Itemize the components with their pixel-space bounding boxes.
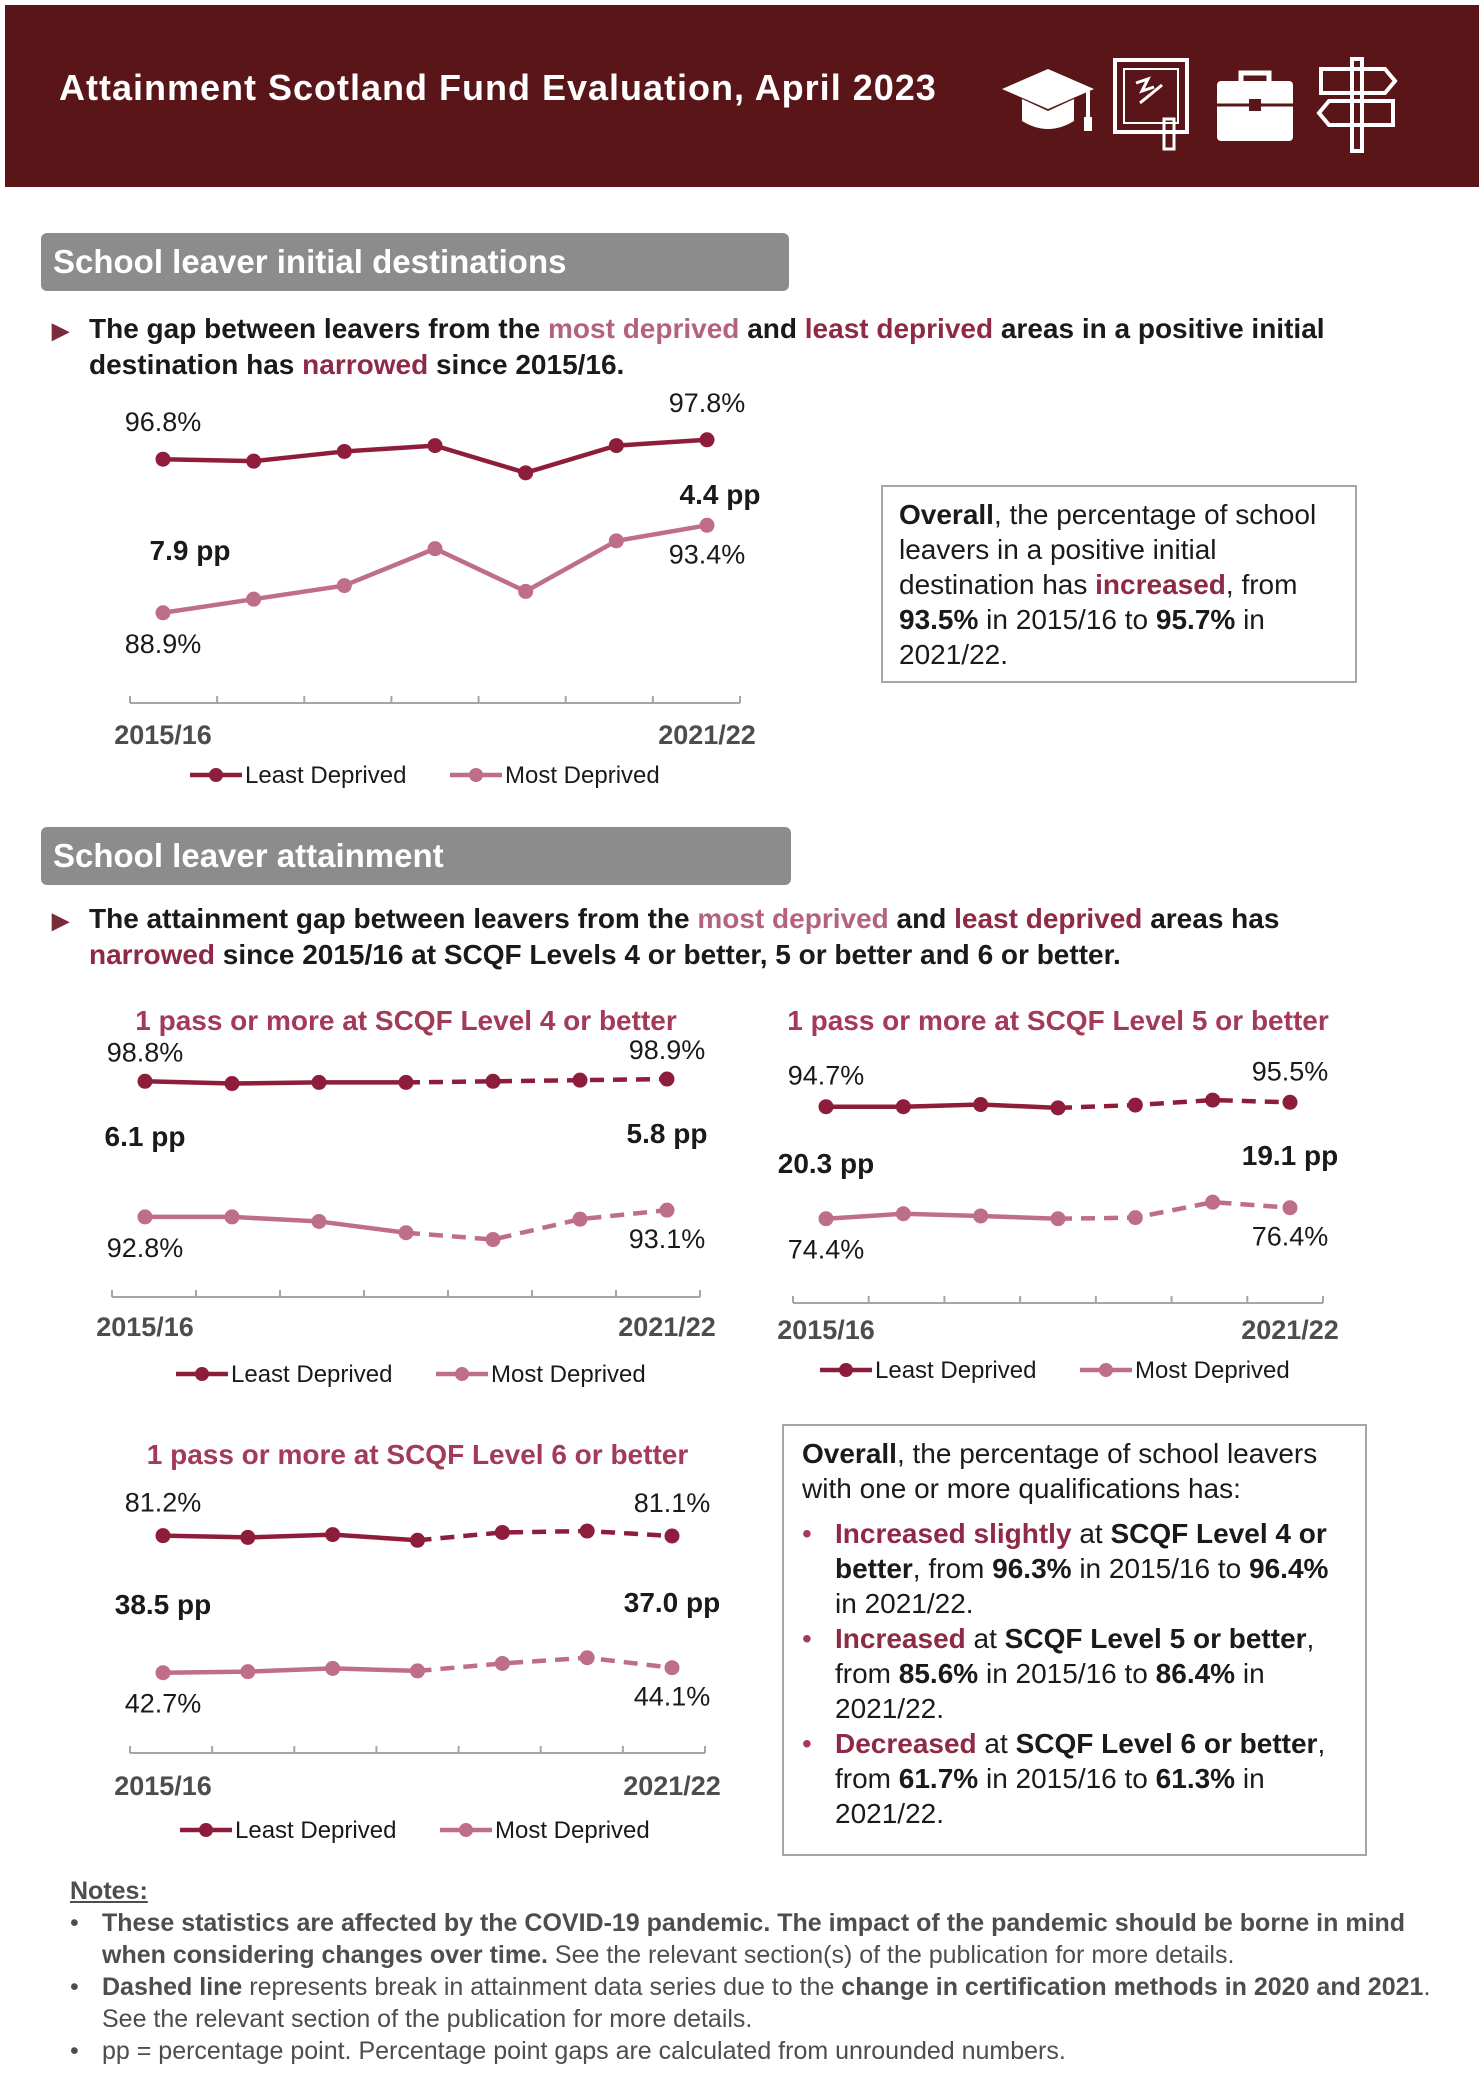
section-heading-destinations: School leaver initial destinations [41, 233, 789, 291]
note-item: • Dashed line represents break in attainment data series due to the change in certification methods in 2020 and 2021. See the relevant section of the publication for more details. [70, 1973, 1431, 2033]
most-deprived-line [163, 525, 707, 612]
least-deprived-legend-marker [839, 1363, 853, 1377]
least-deprived-point [240, 1530, 255, 1545]
chart-title: 1 pass or more at SCQF Level 6 or better [146, 1439, 689, 1470]
least-deprived-point [1051, 1100, 1066, 1115]
least-deprived-legend-marker [199, 1823, 213, 1837]
least-deprived-point [609, 438, 624, 453]
most-deprived-point [896, 1206, 911, 1221]
least-deprived-point [518, 465, 533, 480]
most-deprived-end-label: 44.1% [633, 1681, 711, 1712]
page-title: Attainment Scotland Fund Evaluation, April 2023 [59, 67, 937, 108]
most-deprived-point [410, 1663, 425, 1678]
x-tick-label: 2021/22 [658, 720, 756, 750]
chart-level4 [90, 1000, 740, 1410]
x-tick-label: 2015/16 [777, 1315, 875, 1345]
header-icons [1000, 63, 1410, 163]
least-deprived-point [399, 1075, 414, 1090]
gap-start-label: 38.5 pp [114, 1589, 212, 1620]
notes-heading: Notes: [70, 1877, 148, 1905]
most-deprived-point [1051, 1211, 1066, 1226]
least-deprived-start-label: 81.2% [124, 1487, 202, 1518]
overall-destinations-box: Overall, the percentage of school leavers in a positive initial destination has increased, from 93.5% in 2015/16 to 95.7% in 2021/22. [881, 485, 1357, 683]
most-deprived-legend-marker [459, 1823, 473, 1837]
signpost-icon [1315, 57, 1399, 153]
least-deprived-point [156, 452, 171, 467]
chart-title: 1 pass or more at SCQF Level 4 or better [135, 1005, 677, 1036]
least-deprived-point [138, 1074, 153, 1089]
most-deprived-end-label: 93.4% [668, 539, 746, 570]
most-deprived-point [973, 1208, 988, 1223]
overall-item-level5: • Increased at SCQF Level 5 or better, from 85.6% in 2015/16 to 86.4% in 2021/22. [802, 1623, 1315, 1724]
least-deprived-end-label: 97.8% [668, 387, 746, 418]
least-deprived-point [580, 1524, 595, 1539]
x-tick-label: 2021/22 [1241, 1315, 1339, 1345]
most-deprived-legend-label: Most Deprived [1135, 1357, 1290, 1384]
attainment-summary: ▶ The attainment gap between leavers from the most deprived and least deprived areas has narrowed since 2015/16 at SCQF Levels 4 or better, 5 or better and 6 or better. [52, 903, 1280, 970]
least-deprived-end-label: 98.9% [628, 1035, 706, 1066]
most-deprived-start-label: 74.4% [787, 1234, 865, 1265]
most-deprived-point [609, 533, 624, 548]
least-deprived-point [1128, 1098, 1143, 1113]
most-deprived-point [573, 1212, 588, 1227]
most-deprived-legend-marker [1099, 1363, 1113, 1377]
overall-attainment-box [782, 1424, 1367, 1856]
least-deprived-legend-marker [209, 768, 223, 782]
most-deprived-point [399, 1225, 414, 1240]
least-deprived-start-label: 98.8% [106, 1037, 184, 1068]
least-deprived-point [337, 444, 352, 459]
least-deprived-point [973, 1097, 988, 1112]
least-deprived-point [225, 1076, 240, 1091]
most-deprived-point [660, 1203, 675, 1218]
x-tick-label: 2015/16 [114, 1771, 212, 1801]
most-deprived-legend-marker [455, 1367, 469, 1381]
x-tick-label: 2021/22 [618, 1312, 716, 1342]
chart-level6 [100, 1433, 740, 1853]
most-deprived-legend-label: Most Deprived [491, 1361, 646, 1388]
most-deprived-line-dashed [1058, 1202, 1290, 1219]
least-deprived-end-label: 95.5% [1251, 1056, 1329, 1087]
most-deprived-line-dashed [418, 1658, 673, 1671]
least-deprived-point [410, 1533, 425, 1548]
most-deprived-line [826, 1214, 1058, 1219]
notes [70, 1875, 1460, 2067]
least-deprived-line-dashed [406, 1079, 667, 1082]
triangle-bullet-icon: ▶ [52, 908, 69, 933]
gap-end-label: 19.1 pp [1241, 1140, 1339, 1171]
most-deprived-point [240, 1664, 255, 1679]
most-deprived-point [1283, 1200, 1298, 1215]
least-deprived-end-label: 81.1% [633, 1488, 711, 1519]
most-deprived-point [138, 1209, 153, 1224]
header-banner [5, 5, 1479, 187]
most-deprived-point [156, 605, 171, 620]
least-deprived-start-label: 94.7% [787, 1060, 865, 1091]
x-tick-label: 2015/16 [96, 1312, 194, 1342]
most-deprived-point [518, 584, 533, 599]
gap-start-label: 20.3 pp [777, 1148, 875, 1179]
least-deprived-point [486, 1074, 501, 1089]
most-deprived-legend-label: Most Deprived [495, 1817, 650, 1844]
most-deprived-end-label: 93.1% [628, 1224, 706, 1255]
most-deprived-point [156, 1665, 171, 1680]
most-deprived-start-label: 42.7% [124, 1688, 202, 1719]
least-deprived-legend-marker [195, 1367, 209, 1381]
most-deprived-line [145, 1217, 406, 1233]
most-deprived-legend-marker [469, 768, 483, 782]
most-deprived-point [495, 1656, 510, 1671]
section-heading-attainment: School leaver attainment [41, 827, 791, 885]
most-deprived-point [325, 1661, 340, 1676]
most-deprived-point [246, 592, 261, 607]
least-deprived-point [665, 1529, 680, 1544]
gap-start-label: 6.1 pp [104, 1121, 186, 1152]
least-deprived-point [246, 454, 261, 469]
most-deprived-point [428, 541, 443, 556]
x-tick-label: 2015/16 [114, 720, 212, 750]
gap-end-label: 37.0 pp [623, 1587, 721, 1618]
chart-level5 [770, 1000, 1370, 1410]
most-deprived-legend-label: Most Deprived [505, 762, 660, 789]
least-deprived-line [163, 1535, 418, 1541]
least-deprived-point [495, 1525, 510, 1540]
overall-item-level4: • Increased slightly at SCQF Level 4 or better, from 96.3% in 2015/16 to 96.4% in 2021/22. [802, 1518, 1329, 1619]
least-deprived-line [145, 1081, 406, 1083]
least-deprived-point [700, 432, 715, 447]
most-deprived-point [819, 1211, 834, 1226]
most-deprived-point [337, 578, 352, 593]
most-deprived-start-label: 88.9% [124, 628, 202, 659]
briefcase-icon [1215, 67, 1295, 145]
least-deprived-line [826, 1105, 1058, 1108]
least-deprived-point [428, 438, 443, 453]
destinations-summary: ▶ The gap between leavers from the most deprived and least deprived areas in a positive initial destination has narrowed since 2015/16. [52, 313, 1325, 380]
most-deprived-point [700, 518, 715, 533]
gap-start-label: 7.9 pp [149, 535, 231, 566]
chart-destinations [90, 387, 790, 810]
most-deprived-point [1205, 1195, 1220, 1210]
least-deprived-point [896, 1099, 911, 1114]
least-deprived-line-dashed [1058, 1100, 1290, 1108]
least-deprived-point [573, 1073, 588, 1088]
least-deprived-point [156, 1528, 171, 1543]
least-deprived-point [1205, 1093, 1220, 1108]
least-deprived-legend-label: Least Deprived [231, 1361, 393, 1388]
chart-title: 1 pass or more at SCQF Level 5 or better [787, 1005, 1329, 1036]
graduation-cap-icon [1000, 63, 1096, 143]
note-item: • These statistics are affected by the COVID-19 pandemic. The impact of the pandemic should be borne in mind when considering changes over time. See the relevant section(s) of the publication for more details. [70, 1909, 1406, 1969]
least-deprived-line-dashed [418, 1531, 673, 1540]
least-deprived-point [325, 1527, 340, 1542]
note-item: • pp = percentage point. Percentage point gaps are calculated from unrounded numbers. [70, 2037, 1066, 2065]
most-deprived-line [163, 1668, 418, 1672]
least-deprived-legend-label: Least Deprived [235, 1817, 397, 1844]
most-deprived-point [665, 1660, 680, 1675]
triangle-bullet-icon: ▶ [52, 318, 69, 343]
least-deprived-point [660, 1072, 675, 1087]
most-deprived-start-label: 92.8% [106, 1232, 184, 1263]
most-deprived-point [486, 1232, 501, 1247]
gap-end-label: 4.4 pp [679, 479, 761, 510]
least-deprived-point [1283, 1095, 1298, 1110]
most-deprived-end-label: 76.4% [1251, 1221, 1329, 1252]
least-deprived-legend-label: Least Deprived [245, 762, 407, 789]
x-tick-label: 2021/22 [623, 1771, 721, 1801]
overall-attainment-intro: Overall, the percentage of school leavers with one or more qualifications has: [802, 1438, 1318, 1504]
most-deprived-point [225, 1209, 240, 1224]
least-deprived-point [312, 1075, 327, 1090]
most-deprived-point [1128, 1210, 1143, 1225]
most-deprived-point [312, 1214, 327, 1229]
gap-end-label: 5.8 pp [626, 1118, 708, 1149]
least-deprived-point [819, 1099, 834, 1114]
overall-item-level6: • Decreased at SCQF Level 6 or better, from 61.7% in 2015/16 to 61.3% in 2021/22. [802, 1728, 1326, 1829]
least-deprived-start-label: 96.8% [124, 407, 202, 438]
most-deprived-point [580, 1650, 595, 1665]
whiteboard-icon [1112, 57, 1192, 153]
least-deprived-legend-label: Least Deprived [875, 1357, 1037, 1384]
